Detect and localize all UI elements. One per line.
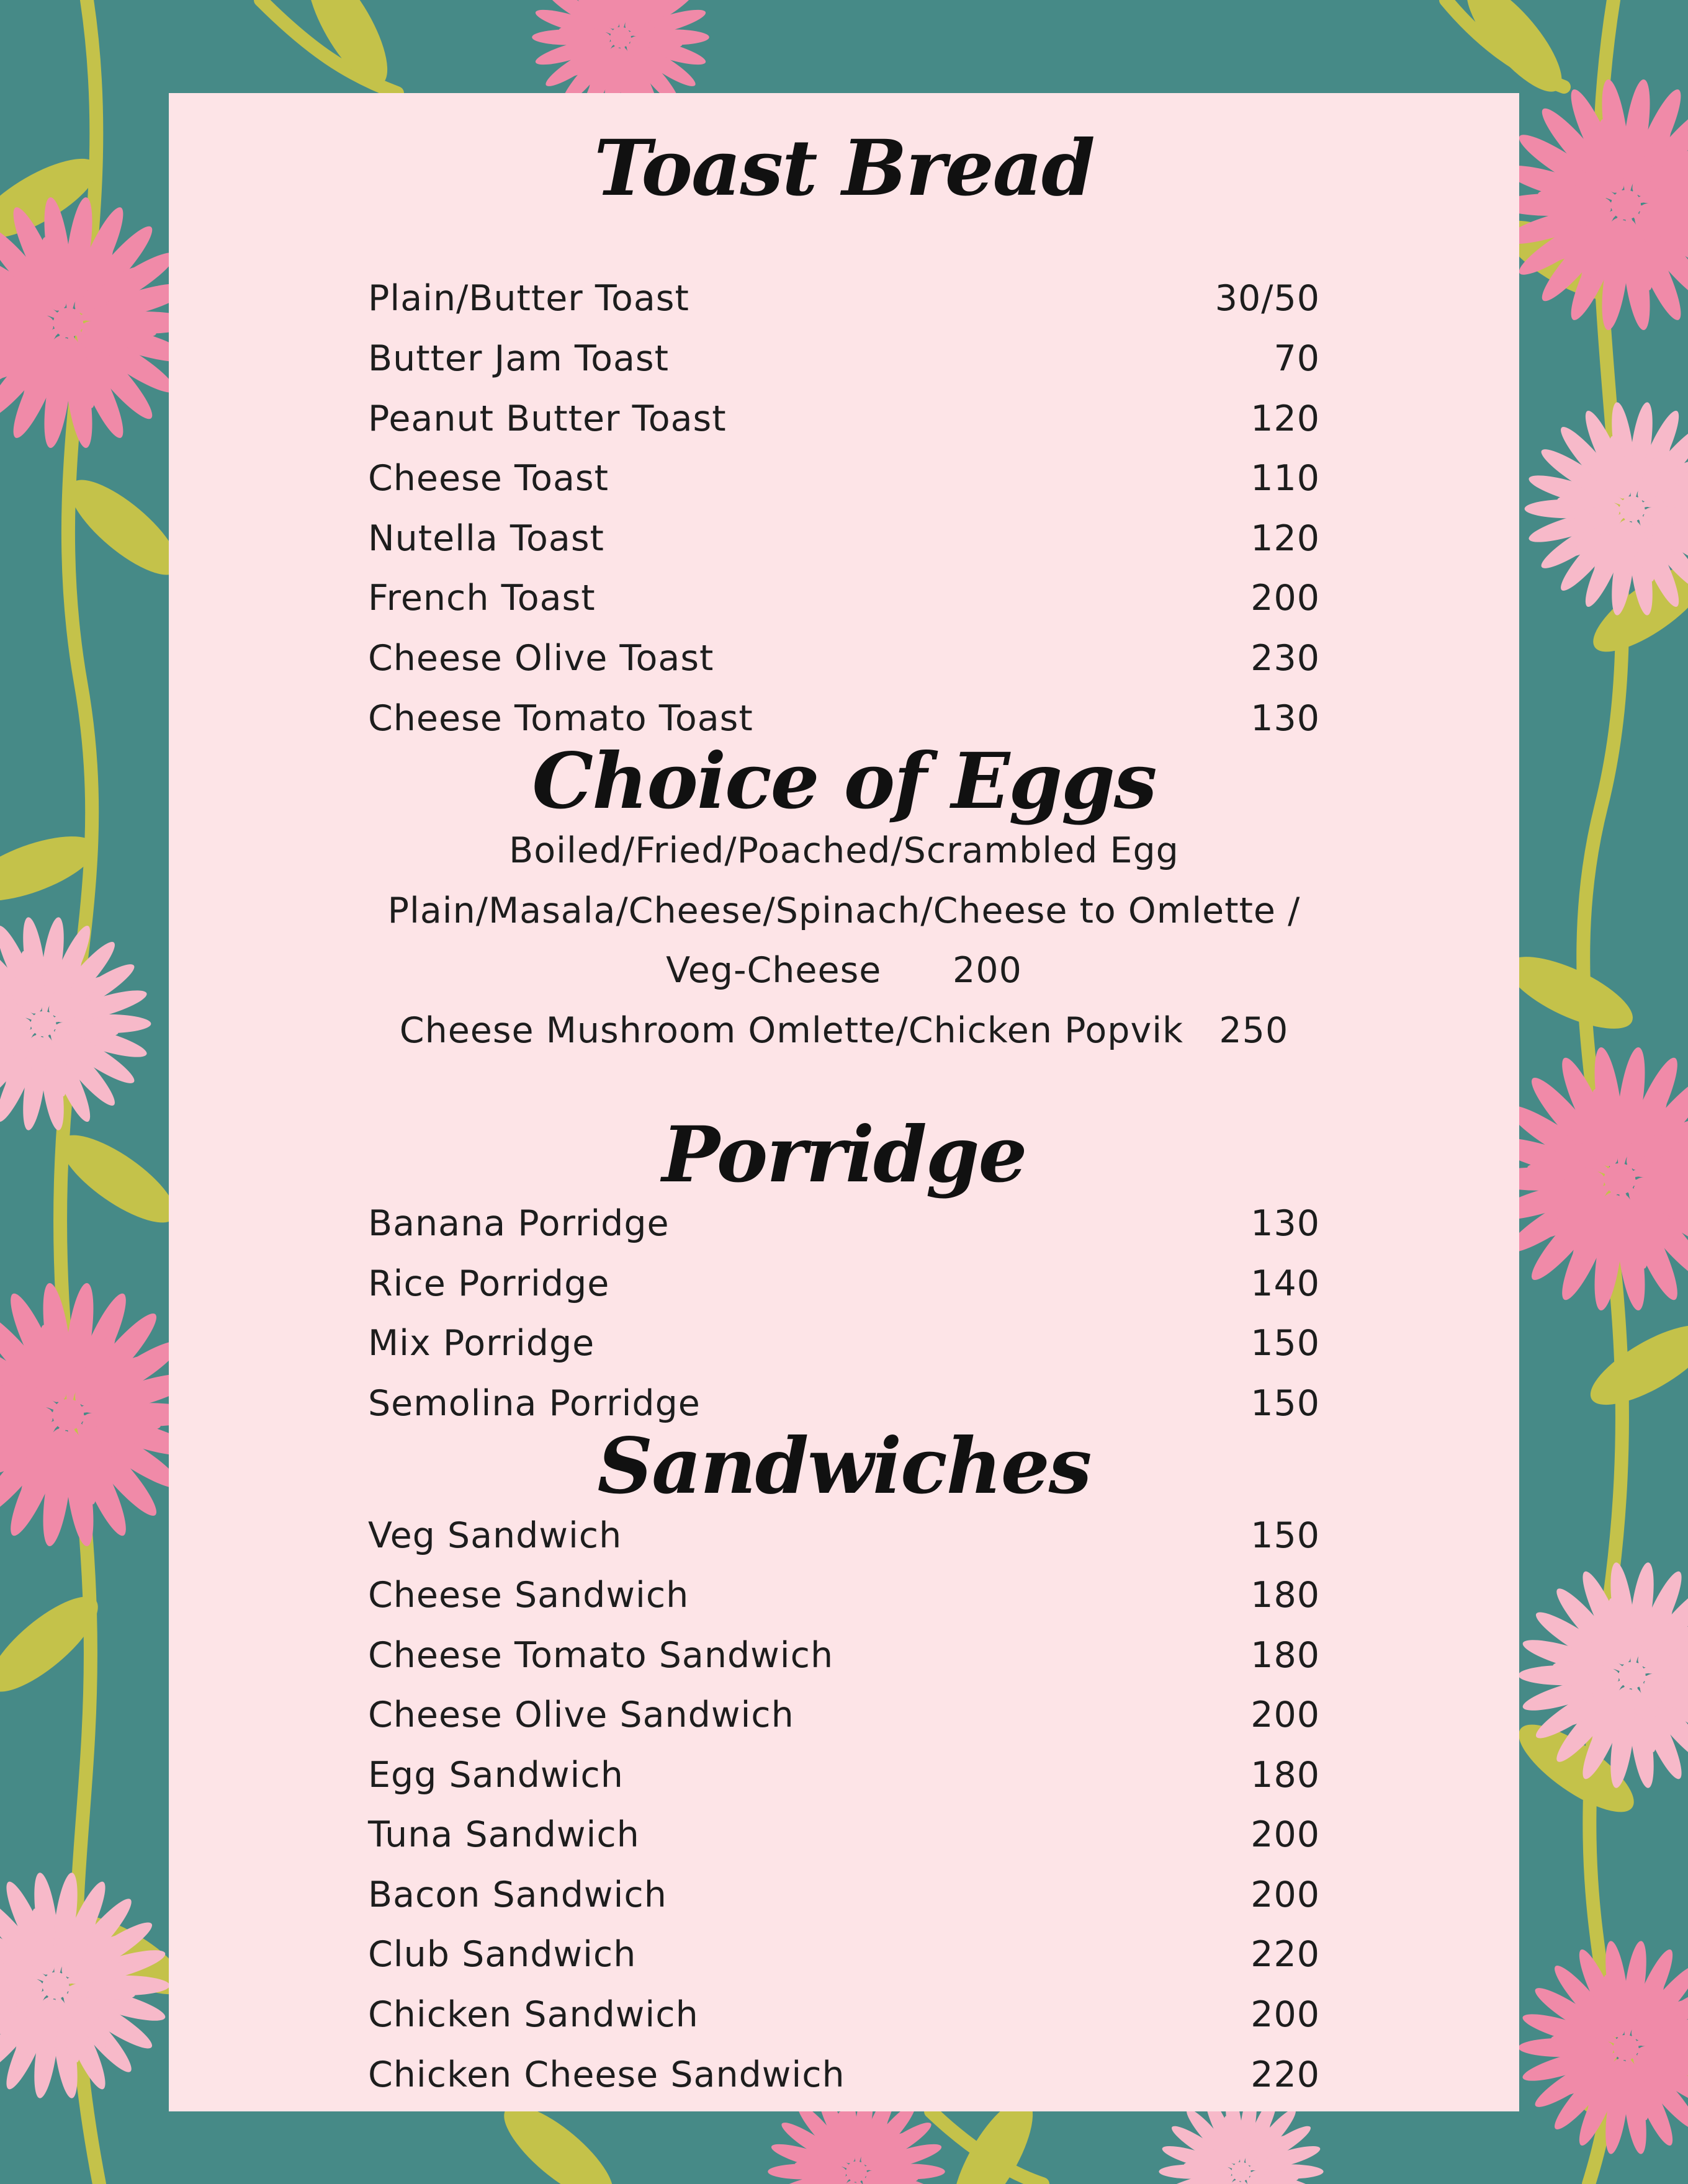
item-price: 180 (1250, 1754, 1320, 1796)
menu-item (368, 1313, 1320, 1373)
menu-item (368, 568, 1320, 628)
item-price: 70 (1273, 338, 1320, 379)
item-name: Cheese Toast (368, 457, 609, 499)
chrysanthemum-flower (0, 1871, 170, 2100)
menu-item (368, 1253, 1320, 1314)
item-name: Cheese Tomato Toast (368, 697, 753, 739)
chrysanthemum-flower (1499, 78, 1688, 332)
item-name: Plain/Butter Toast (368, 277, 689, 319)
chrysanthemum-flower (0, 916, 151, 1132)
item-price: 180 (1250, 1634, 1320, 1676)
item-price: 220 (1250, 2054, 1320, 2095)
item-name: Nutella Toast (368, 517, 604, 559)
egg-option-line: Cheese Mushroom Omlette/Chicken Popvik 250 (399, 1010, 1289, 1051)
leaf-shape (1452, 0, 1576, 105)
leaf-shape (48, 1121, 187, 1237)
menu-item (368, 1565, 1320, 1625)
choice-of-eggs-heading: Choice of Eggs (532, 736, 1156, 826)
item-name: Bacon Sandwich (368, 1874, 667, 1915)
item-price: 150 (1250, 1515, 1320, 1556)
item-price: 230 (1250, 637, 1320, 679)
menu-item (368, 448, 1320, 508)
item-name: Tuna Sandwich (368, 1814, 640, 1855)
menu-item (368, 1804, 1320, 1864)
item-name: Club Sandwich (368, 1933, 637, 1975)
egg-option-line: Plain/Masala/Cheese/Spinach/Cheese to Omlette / (387, 890, 1301, 931)
menu-item (368, 2044, 1320, 2105)
item-name: Semolina Porridge (368, 1382, 701, 1424)
item-name: Cheese Sandwich (368, 1574, 689, 1616)
menu-item (368, 1505, 1320, 1565)
menu-item (368, 628, 1320, 688)
chrysanthemum-flower (1525, 401, 1688, 617)
menu-item (368, 388, 1320, 449)
sandwiches-heading: Sandwiches (597, 1421, 1091, 1511)
item-name: Banana Porridge (368, 1202, 670, 1244)
porridge-heading: Porridge (662, 1110, 1026, 1200)
item-name: Peanut Butter Toast (368, 398, 727, 439)
egg-option-line: Boiled/Fried/Poached/Scrambled Egg (509, 830, 1179, 871)
item-name: Butter Jam Toast (368, 338, 669, 379)
egg-option-line: Veg-Cheese 200 (666, 950, 1022, 991)
item-price: 150 (1250, 1382, 1320, 1424)
item-price: 130 (1250, 1202, 1320, 1244)
item-price: 120 (1250, 398, 1320, 439)
item-name: Chicken Sandwich (368, 1994, 699, 2035)
item-name: Chicken Cheese Sandwich (368, 2054, 845, 2095)
item-name: Cheese Olive Toast (368, 637, 714, 679)
item-price: 110 (1250, 457, 1320, 499)
item-price: 140 (1250, 1263, 1320, 1304)
menu-item (368, 508, 1320, 568)
item-name: Cheese Olive Sandwich (368, 1694, 794, 1735)
menu-item (368, 1745, 1320, 1805)
item-name: Veg Sandwich (368, 1515, 622, 1556)
item-price: 150 (1250, 1322, 1320, 1364)
menu-item (368, 1685, 1320, 1745)
item-name: Egg Sandwich (368, 1754, 624, 1796)
item-name: Mix Porridge (368, 1322, 595, 1364)
item-price: 130 (1250, 697, 1320, 739)
leaf-shape (1498, 942, 1642, 1043)
menu-item (368, 1924, 1320, 1984)
menu-item (368, 328, 1320, 388)
item-price: 30/50 (1214, 277, 1320, 319)
item-name: Rice Porridge (368, 1263, 610, 1304)
item-price: 200 (1250, 1814, 1320, 1855)
item-price: 120 (1250, 517, 1320, 559)
item-name: French Toast (368, 577, 596, 619)
item-price: 220 (1250, 1933, 1320, 1975)
item-price: 180 (1250, 1574, 1320, 1616)
item-name: Cheese Tomato Sandwich (368, 1634, 834, 1676)
toast-bread-heading: Toast Bread (594, 123, 1094, 213)
menu-item (368, 268, 1320, 328)
item-price: 200 (1250, 1694, 1320, 1735)
item-price: 200 (1250, 1994, 1320, 2035)
chrysanthemum-flower (0, 196, 195, 450)
menu-item (368, 1984, 1320, 2044)
item-price: 200 (1250, 1874, 1320, 1915)
menu-item (368, 1625, 1320, 1685)
menu-item (368, 1864, 1320, 1925)
item-price: 200 (1250, 577, 1320, 619)
menu-item (368, 1193, 1320, 1253)
menu-panel (169, 93, 1519, 2111)
leaf-shape (1580, 1310, 1688, 1420)
